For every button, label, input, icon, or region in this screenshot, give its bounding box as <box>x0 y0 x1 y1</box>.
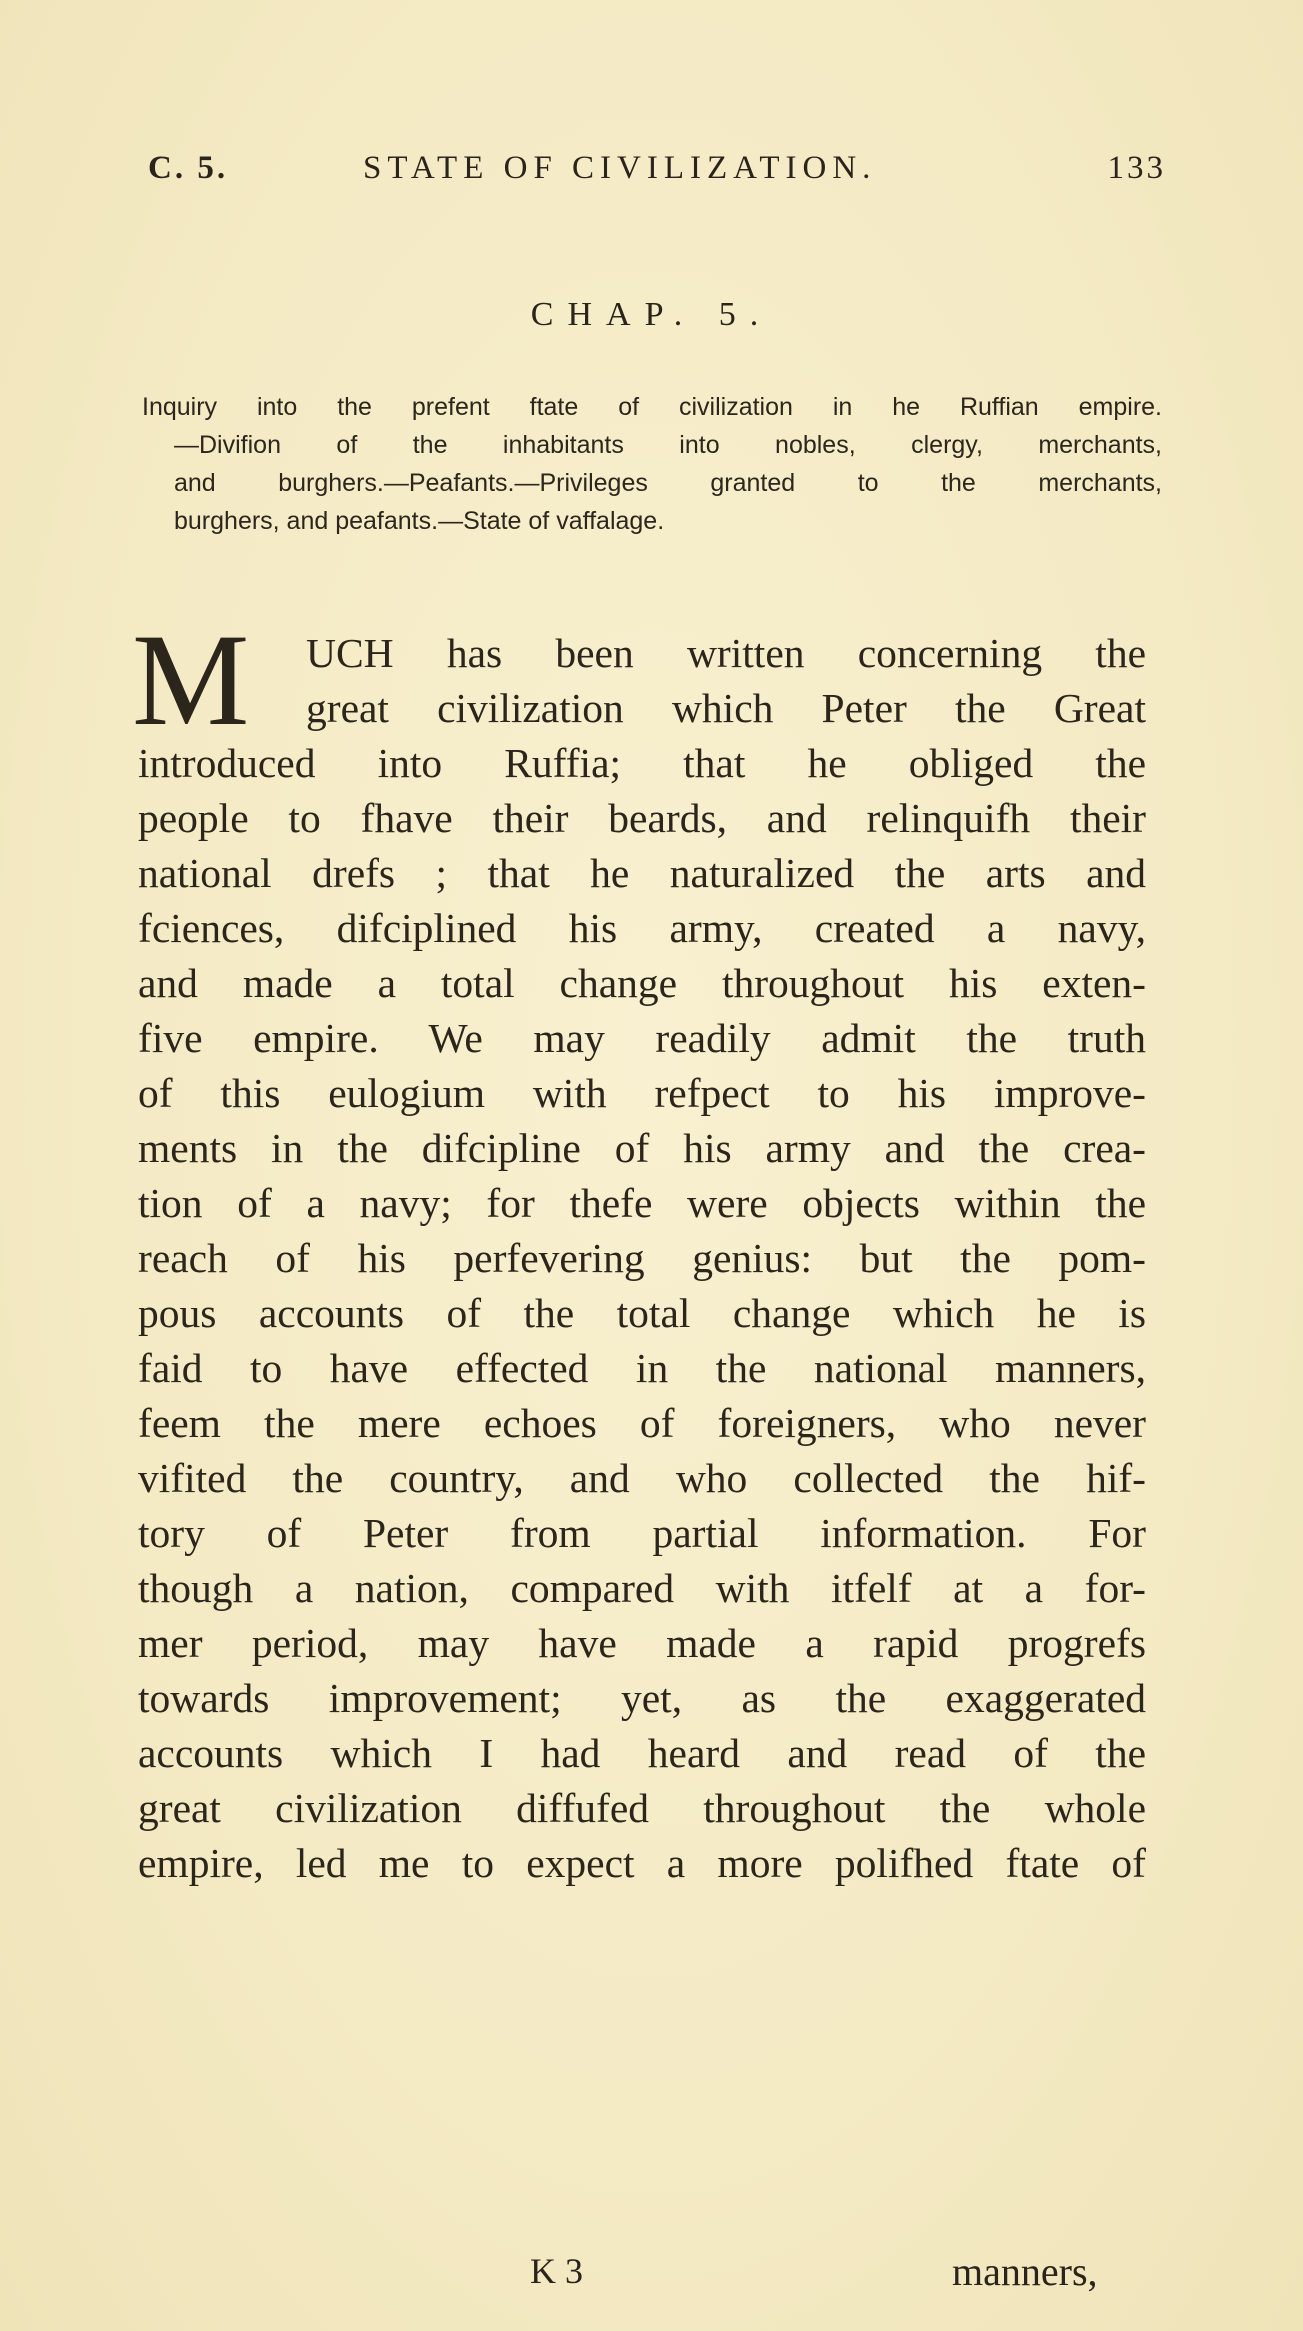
body-line: mer period, may have made a rapid progrefs <box>138 1620 1146 1666</box>
running-head-chapter: C. 5. <box>148 150 229 186</box>
running-head <box>148 150 1166 190</box>
body-line: fciences, difciplined his army, created a navy, <box>138 905 1146 951</box>
body-line: tory of Peter from partial information. For <box>138 1510 1146 1556</box>
body-line: introduced into Ruffia; that he obliged the <box>138 740 1146 786</box>
body-line: ments in the difcipline of his army and the crea- <box>138 1125 1146 1171</box>
body-line: faid to have effected in the national manners, <box>138 1345 1146 1391</box>
body-line: feem the mere echoes of foreigners, who never <box>138 1400 1146 1446</box>
chapter-heading: CHAP. 5. <box>530 296 773 333</box>
catchword: manners, <box>952 2249 1098 2294</box>
page-number: 133 <box>1107 150 1166 186</box>
body-line: of this eulogium with refpect to his improve- <box>138 1070 1146 1116</box>
body-line: though a nation, compared with itfelf at a for- <box>138 1565 1146 1611</box>
body-line: empire, led me to expect a more polifhed ftate of <box>138 1840 1146 1886</box>
running-head-title: STATE OF CIVILIZATION. <box>363 150 877 186</box>
body-text <box>138 626 1146 1891</box>
signature-mark: K 3 <box>530 2251 583 2291</box>
summary-line: Inquiry into the prefent ftate of civilization in he Ruffian empire. <box>142 393 1162 421</box>
body-line: people to fhave their beards, and relinquifh their <box>138 795 1146 841</box>
body-line: reach of his perfevering genius: but the pom- <box>138 1235 1146 1281</box>
body-line: towards improvement; yet, as the exaggerated <box>138 1675 1146 1721</box>
body-line: UCH has been written concerning the <box>306 630 1146 676</box>
body-line: tion of a navy; for thefe were objects within the <box>138 1180 1146 1226</box>
summary-line: and burghers.—Peafants.—Privileges granted to the merchants, <box>174 469 1162 497</box>
body-line: national drefs ; that he naturalized the arts and <box>138 850 1146 896</box>
summary-line: —Divifion of the inhabitants into nobles, clergy, merchants, <box>174 431 1162 459</box>
chapter-summary <box>142 388 1162 540</box>
body-line: great civilization which Peter the Great <box>306 685 1146 731</box>
drop-cap: M <box>132 606 250 753</box>
body-line: five empire. We may readily admit the truth <box>138 1015 1146 1061</box>
summary-line: burghers, and peafants.—State of vaffalage. <box>174 507 665 535</box>
body-line: accounts which I had heard and read of the <box>138 1730 1146 1776</box>
body-line: great civilization diffufed throughout the whole <box>138 1785 1146 1831</box>
body-line: vifited the country, and who collected the hif- <box>138 1455 1146 1501</box>
body-line: pous accounts of the total change which he is <box>138 1290 1146 1336</box>
body-line: and made a total change throughout his exten- <box>138 960 1146 1006</box>
